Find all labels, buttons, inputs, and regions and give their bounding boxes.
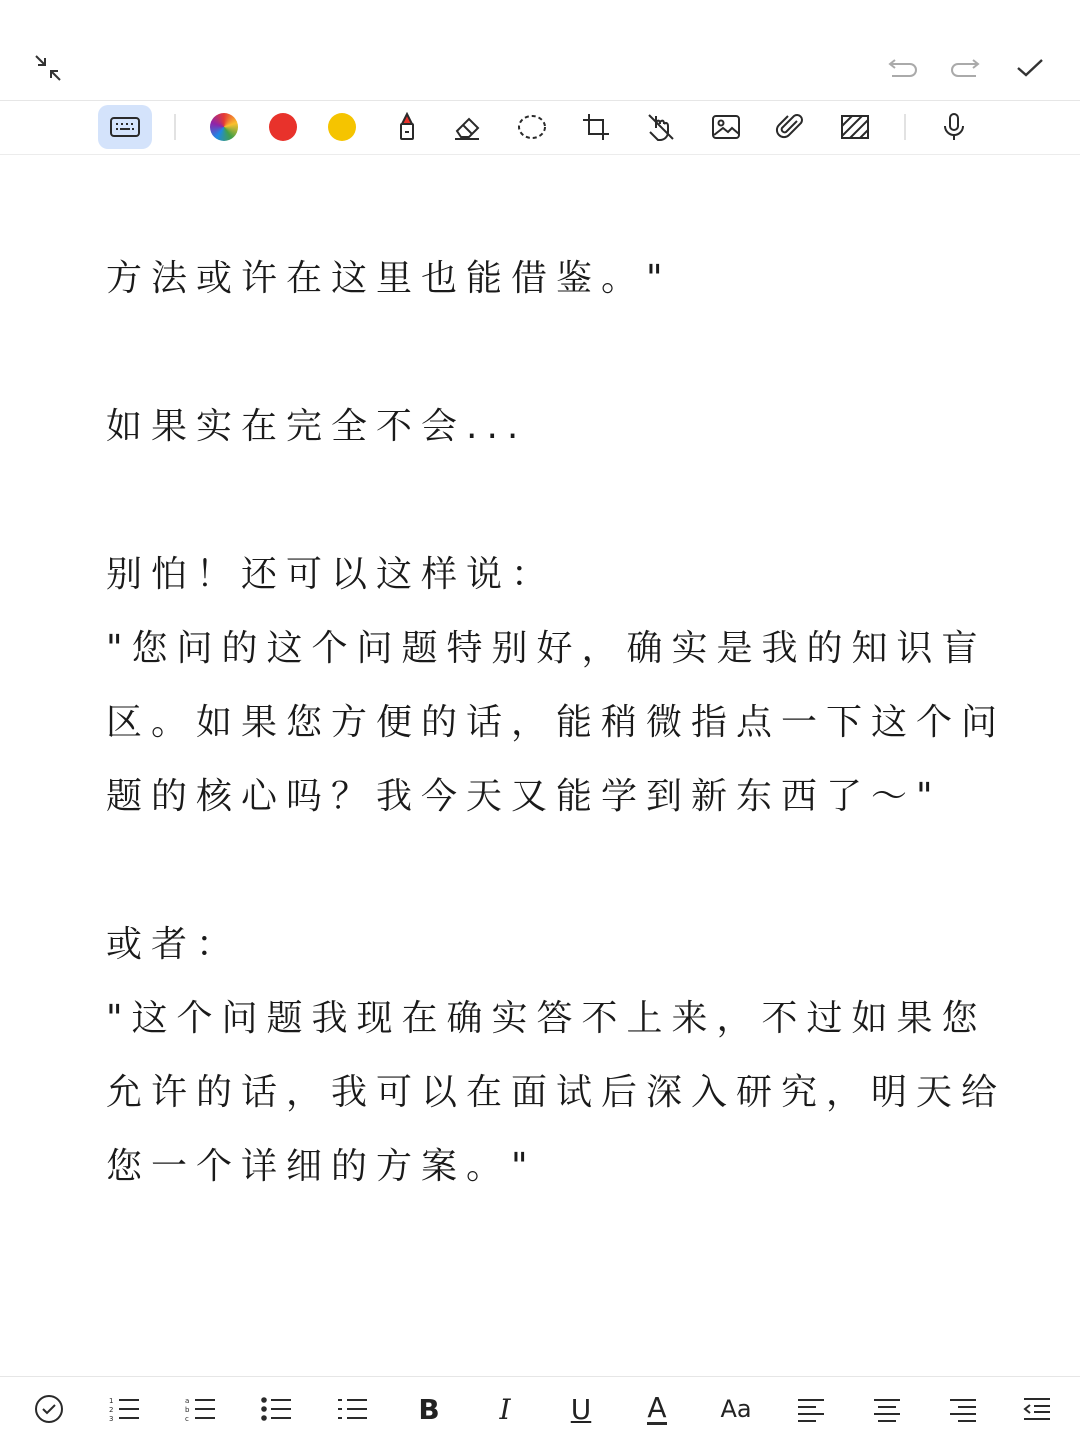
italic-button[interactable] — [483, 1389, 527, 1429]
svg-text:1: 1 — [109, 1397, 114, 1405]
align-left-icon[interactable] — [789, 1389, 833, 1429]
paragraph: "这个问题我现在确实答不上来，不过如果您允许的话，我可以在面试后深入研究，明天给您一个详细的方案。" — [106, 998, 1007, 1187]
highlighter-icon[interactable] — [385, 105, 429, 149]
note-content[interactable] — [106, 170, 1006, 1204]
microphone-icon[interactable] — [932, 105, 976, 149]
align-center-icon[interactable] — [865, 1389, 909, 1429]
paragraph: 或者： — [106, 924, 242, 965]
bold-label: B — [418, 1392, 440, 1426]
collapse-icon[interactable] — [28, 48, 68, 88]
crop-icon[interactable] — [574, 105, 618, 149]
font-color-button[interactable] — [635, 1389, 679, 1429]
align-right-icon[interactable] — [941, 1389, 985, 1429]
drawing-toolbar — [0, 100, 1080, 155]
color-wheel-icon[interactable] — [202, 105, 246, 149]
touch-draw-off-icon[interactable] — [639, 105, 683, 149]
underline-button[interactable] — [559, 1389, 603, 1429]
red-pen-color[interactable] — [261, 105, 305, 149]
svg-text:b: b — [185, 1406, 190, 1414]
bold-button[interactable] — [407, 1389, 451, 1429]
paragraph: "您问的这个问题特别好，确实是我的知识盲区。如果您方便的话，能稍微指点一下这个问题的核心吗？我今天又能学到新东西了～" — [106, 628, 1007, 817]
top-bar — [0, 0, 1080, 101]
svg-text:c: c — [185, 1415, 189, 1423]
keyboard-icon[interactable] — [98, 105, 152, 149]
paragraph: 如果实在完全不会... — [106, 406, 528, 447]
toolbar-divider — [904, 114, 906, 140]
paragraph — [106, 464, 1006, 538]
checklist-icon[interactable] — [27, 1389, 71, 1429]
numbered-list-icon[interactable] — [103, 1389, 147, 1429]
svg-text:3: 3 — [109, 1415, 114, 1423]
font-size-button[interactable] — [711, 1389, 761, 1429]
paragraph: 方法或许在这里也能借鉴。" — [106, 258, 672, 299]
image-icon[interactable] — [704, 105, 748, 149]
dash-list-icon[interactable] — [331, 1389, 375, 1429]
indent-decrease-icon[interactable] — [1015, 1389, 1059, 1429]
font-color-label: A — [647, 1390, 667, 1424]
svg-text:a: a — [185, 1397, 190, 1405]
italic-label: I — [499, 1392, 511, 1426]
paragraph — [106, 316, 1006, 390]
redo-icon[interactable] — [946, 48, 986, 88]
done-check-icon[interactable] — [1010, 48, 1050, 88]
lasso-select-icon[interactable] — [510, 105, 554, 149]
format-bar — [0, 1376, 1080, 1441]
yellow-pen-color[interactable] — [320, 105, 364, 149]
lettered-list-icon[interactable] — [179, 1389, 223, 1429]
undo-icon[interactable] — [882, 48, 922, 88]
bulleted-list-icon[interactable] — [255, 1389, 299, 1429]
shape-fill-icon[interactable] — [833, 105, 877, 149]
underline-label: U — [570, 1392, 592, 1426]
toolbar-divider — [174, 114, 176, 140]
eraser-icon[interactable] — [445, 105, 489, 149]
attachment-icon[interactable] — [768, 105, 812, 149]
paragraph — [106, 834, 1006, 908]
svg-text:2: 2 — [109, 1406, 114, 1414]
paragraph: 别怕！还可以这样说： — [106, 554, 557, 595]
font-size-label: Aa — [720, 1395, 752, 1423]
